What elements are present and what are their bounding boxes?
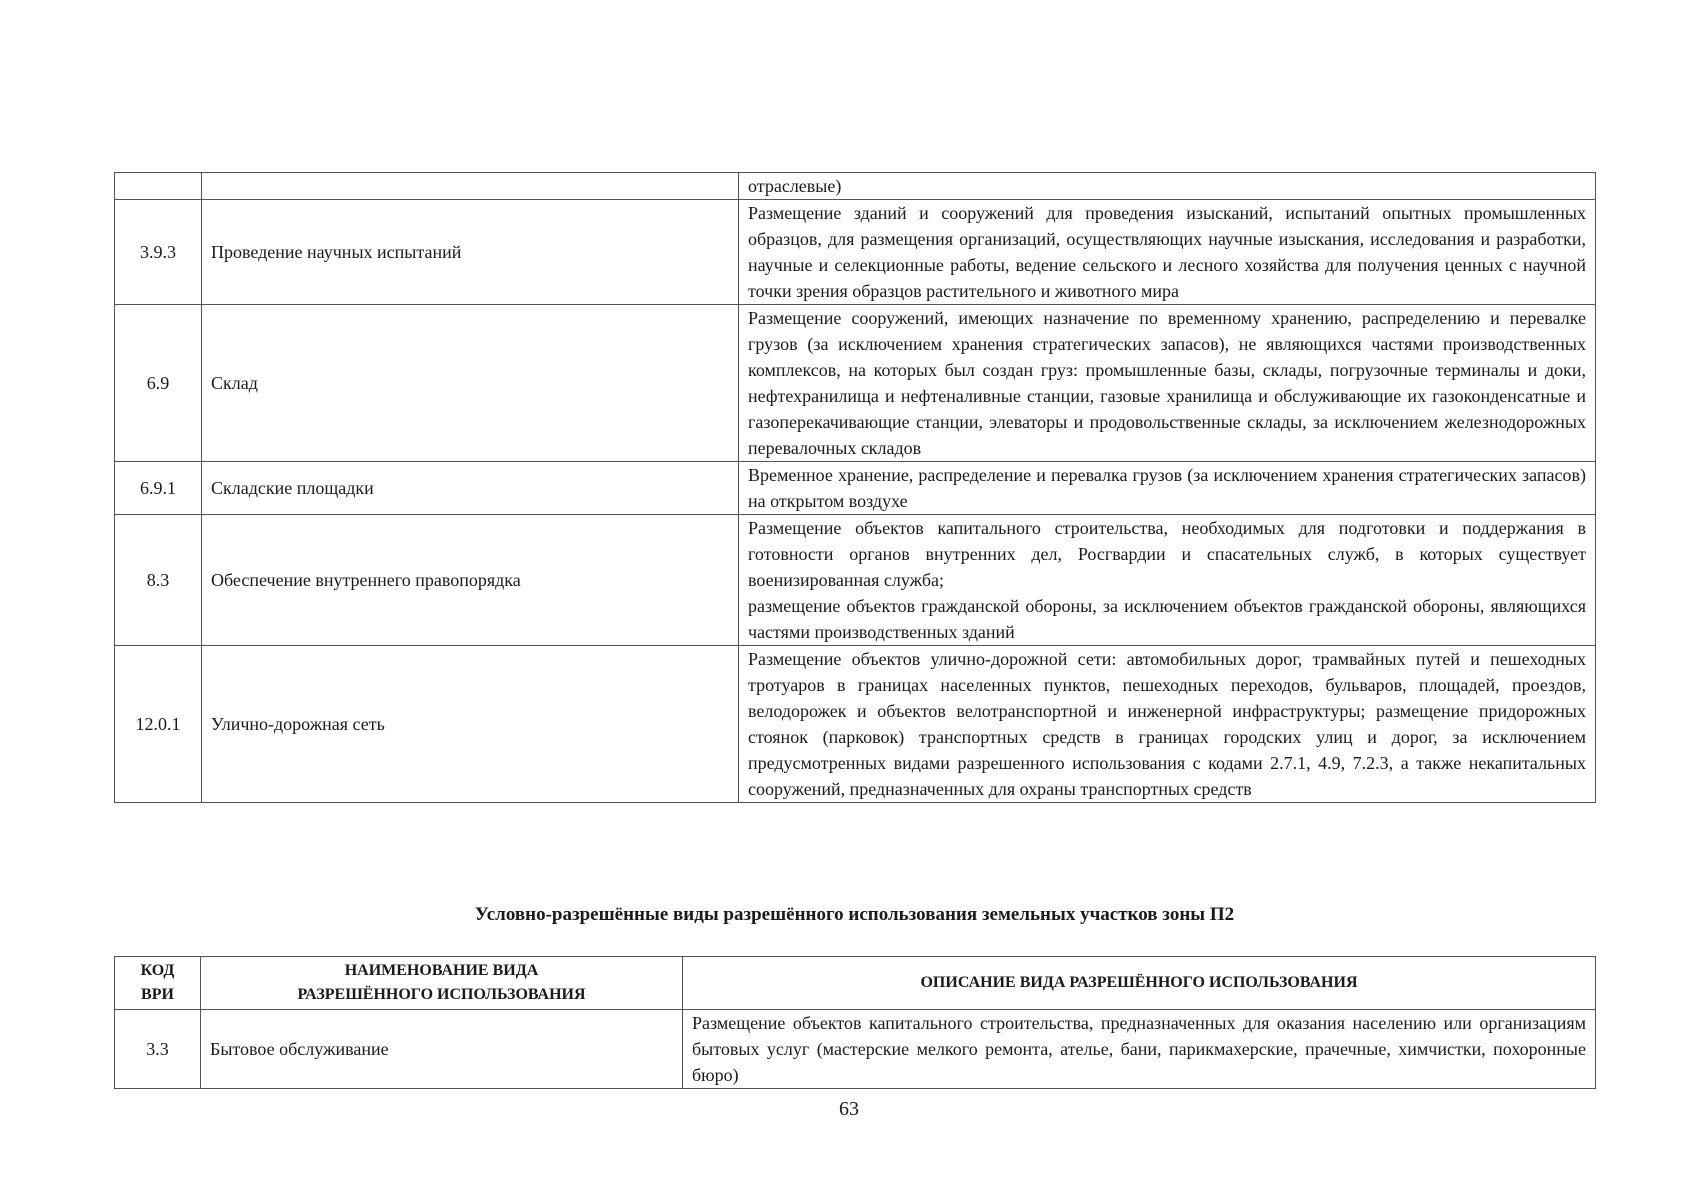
description-paragraph: Размещение объектов улично-дорожной сети: автомобильных дорог, трамвайных путей и пешеходных тротуаров в границах населенных пунктов, пешеходных переходов, бульваров, площадей, проездов, велодорожек и объектов велотранспортной и инженерной инфраструктуры; размещение придорожных стоянок (парковок) транспортных средств в границах городских улиц и дорог, за исключением предусмотренных видами разрешенного использования с кодами 2.7.1, 4.9, 7.2.3, а также некапитальных сооружений, предназначенных для охраны транспортных средств xyxy=(748,649,1586,799)
row-code xyxy=(115,173,202,200)
row-code: 12.0.1 xyxy=(115,646,202,803)
row-name: Улично-дорожная сеть xyxy=(202,646,739,803)
row-description xyxy=(739,646,1596,803)
table-row xyxy=(115,200,1596,305)
header-name: НАИМЕНОВАНИЕ ВИДА РАЗРЕШЁННОГО ИСПОЛЬЗОВАНИЯ xyxy=(201,957,683,1010)
row-code: 3.9.3 xyxy=(115,200,202,305)
row-code: 6.9 xyxy=(115,305,202,462)
row-name: Бытовое обслуживание xyxy=(201,1010,683,1089)
table-row xyxy=(115,305,1596,462)
row-code: 6.9.1 xyxy=(115,462,202,515)
row-name: Склад xyxy=(202,305,739,462)
description-paragraph: Размещение зданий и сооружений для проведения изысканий, испытаний опытных промышленных образцов, для размещения организаций, осуществляющих научные изыскания, исследования и разработки, научные и селекционные работы, ведение сельского и лесного хозяйства для получения ценных с научной точки зрения образцов растительного и животного мира xyxy=(748,203,1586,301)
table-row xyxy=(115,515,1596,646)
row-description xyxy=(739,200,1596,305)
row-name: Обеспечение внутреннего правопорядка xyxy=(202,515,739,646)
row-description xyxy=(739,515,1596,646)
row-name: Складские площадки xyxy=(202,462,739,515)
header-description: ОПИСАНИЕ ВИДА РАЗРЕШЁННОГО ИСПОЛЬЗОВАНИЯ xyxy=(683,957,1596,1010)
description-paragraph: Размещение сооружений, имеющих назначение по временному хранению, распределению и перевалке грузов (за исключением хранения стратегических запасов), не являющихся частями производственных комплексов, на которых был создан груз: промышленные базы, склады, погрузочные терминалы и доки, нефтехранилища и нефтеналивные станции, газовые хранилища и обслуживающие их газоконденсатные и газоперекачивающие станции, элеваторы и продовольственные склады, за исключением железнодорожных перевалочных складов xyxy=(748,308,1586,458)
page-number: 63 xyxy=(839,1098,859,1120)
row-name xyxy=(202,173,739,200)
description-paragraph: Размещение объектов капитального строительства, необходимых для подготовки и поддержания в готовности органов внутренних дел, Росгвардии и спасательных служб, в которых существует военизированная служба; xyxy=(748,518,1586,590)
table-row xyxy=(115,646,1596,803)
table-row xyxy=(115,173,1596,200)
row-description xyxy=(739,462,1596,515)
header-code: КОД ВРИ xyxy=(115,957,201,1010)
conditional-land-use-table xyxy=(114,956,1596,1089)
land-use-table-continuation xyxy=(114,172,1596,803)
table-row xyxy=(115,1010,1596,1089)
table-two-body xyxy=(115,1010,1596,1089)
description-paragraph: Размещение объектов капитального строительства, предназначенных для оказания населению или организациям бытовых услуг (мастерские мелкого ремонта, ателье, бани, парикмахерские, прачечные, химчистки, похоронные бюро) xyxy=(692,1013,1586,1085)
row-code: 3.3 xyxy=(115,1010,201,1089)
row-description xyxy=(739,305,1596,462)
table-row xyxy=(115,462,1596,515)
header-row xyxy=(115,957,1596,1010)
section-heading: Условно-разрешённые виды разрешённого использования земельных участков зоны П2 xyxy=(474,904,1235,925)
row-description xyxy=(683,1010,1596,1089)
description-paragraph: размещение объектов гражданской обороны, за исключением объектов гражданской обороны, являющихся частями производственных зданий xyxy=(748,596,1586,642)
table-two-header xyxy=(115,957,1596,1010)
row-description xyxy=(739,173,1596,200)
description-paragraph: Временное хранение, распределение и перевалка грузов (за исключением хранения стратегических запасов) на открытом воздухе xyxy=(748,465,1586,511)
table-one-body xyxy=(115,173,1596,803)
row-name: Проведение научных испытаний xyxy=(202,200,739,305)
description-paragraph: отраслевые) xyxy=(748,176,842,196)
row-code: 8.3 xyxy=(115,515,202,646)
